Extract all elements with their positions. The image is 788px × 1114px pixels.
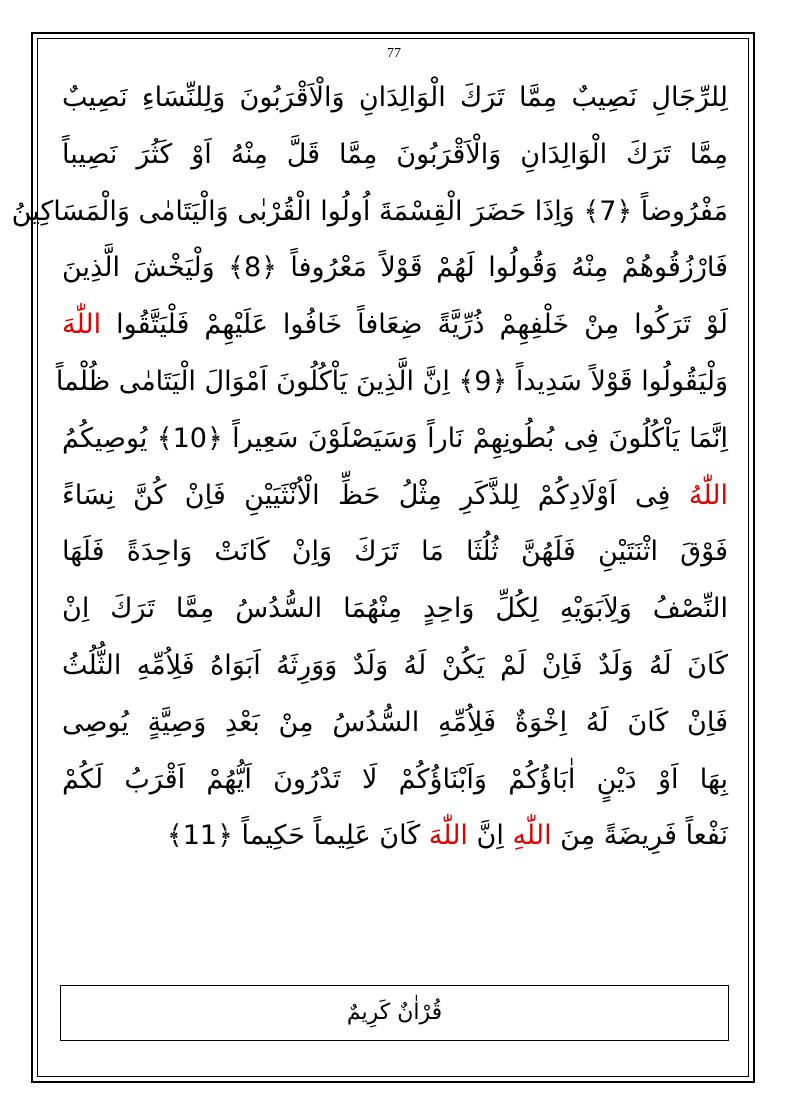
verse-line: [55, 354, 728, 411]
divine-name: اللّٰهَ: [428, 820, 468, 852]
verse-line: [62, 297, 728, 354]
verse-text-block: [11, 70, 729, 865]
page-number: 77: [387, 46, 401, 61]
divine-name: اللّٰهِ: [512, 820, 552, 852]
verse-text: بِهَا اَوْ دَيْنٍ اٰبَاؤُكُمْ وَاَبْنَاؤُكُمْ لَا تَدْرُونَ اَيُّهُمْ اَقْرَبُ لَكُمْ: [62, 763, 728, 795]
verse-text: فَارْزُقُوهُمْ مِنْهُ وَقُولُوا لَهُمْ قَوْلاً مَعْرُوفاً ﴿8﴾ وَلْيَخْشَ الَّذِينَ: [62, 252, 729, 284]
verse-line: [62, 468, 728, 525]
verse-line: [62, 638, 728, 695]
verse-text: لِلرِّجَالِ نَصِيبٌ مِمَّا تَرَكَ الْوَالِدَانِ وَالْاَقْرَبُونَ وَلِلنِّسَاءِ نَصِيبٌ: [62, 82, 728, 113]
verse-line: [62, 695, 728, 752]
verse-text: فَاِنْ كَانَ لَهُ اِخْوَةٌ فَلِاُمِّهِ السُّدُسُ مِنْ بَعْدِ وَصِيَّةٍ يُوصِى: [62, 706, 728, 738]
verse-text: لَوْ تَرَكُوا مِنْ خَلْفِهِمْ ذُرِّيَّةً ضِعَافاً خَافُوا عَلَيْهِمْ فَلْيَتَّقُوا: [101, 309, 728, 341]
footer-box: [60, 985, 729, 1041]
verse-line: [62, 524, 728, 581]
verse-text: فِى اَوْلَادِكُمْ لِلذَّكَرِ مِثْلُ حَظِّ الْاُنْثَيَيْنِ فَاِنْ كُنَّ نِسَاءً: [62, 479, 689, 511]
verse-text: فَوْقَ اثْنَتَيْنِ فَلَهُنَّ ثُلُثَا مَا تَرَكَ وَاِنْ كَانَتْ وَاحِدَةً فَلَهَا: [62, 536, 728, 568]
verse-line: [62, 752, 728, 809]
verse-text: اِنَّمَا يَاْكُلُونَ فِى بُطُونِهِمْ نَاراً وَسَيَصْلَوْنَ سَعِيراً ﴿10﴾ يُوصِيكُمُ: [62, 422, 728, 454]
verse-line: [62, 411, 728, 468]
verse-text: مِمَّا تَرَكَ الْوَالِدَانِ وَالْاَقْرَبُونَ مِمَّا قَلَّ مِنْهُ اَوْ كَثُرَ نَصِيباً: [62, 138, 728, 170]
verse-line: [62, 127, 728, 184]
verse-text: اِنَّ: [467, 820, 513, 852]
verse-text: كَانَ عَلِيماً حَكِيماً ﴿11﴾: [166, 820, 429, 852]
verse-line: [62, 70, 728, 127]
verse-text: وَلْيَقُولُوا قَوْلاً سَدِيداً ﴿9﴾ اِنَّ الَّذِينَ يَاْكُلُونَ اَمْوَالَ الْيَتَامٰى ظُلْماً: [55, 365, 728, 397]
verse-text: النِّصْفُ وَلِاَبَوَيْهِ لِكُلِّ وَاحِدٍ مِنْهُمَا السُّدُسُ مِمَّا تَرَكَ اِنْ: [62, 593, 728, 625]
verse-line: [62, 240, 728, 297]
verse-line: [11, 184, 728, 241]
footer-title: قُرْاٰنٌ كَرِيمٌ: [346, 1000, 443, 1025]
verse-text: نَفْعاً فَرِيضَةً مِنَ: [551, 820, 728, 852]
divine-name: اللّٰهَ: [62, 309, 102, 341]
divine-name: اللّٰهُ: [688, 479, 728, 511]
verse-text: كَانَ لَهُ وَلَدٌ فَاِنْ لَمْ يَكُنْ لَهُ وَلَدٌ وَوَرِثَهُ اَبَوَاهُ فَلِاُمِّهِ الثُّلُثُ: [62, 649, 728, 681]
verse-line: [62, 581, 728, 638]
verse-text: مَفْرُوضاً ﴿7﴾ وَاِذَا حَضَرَ الْقِسْمَةَ اُولُوا الْقُرْبٰى وَالْيَتَامٰى وَالْمَسَاكِينُ: [11, 195, 728, 227]
verse-line: [62, 808, 728, 865]
